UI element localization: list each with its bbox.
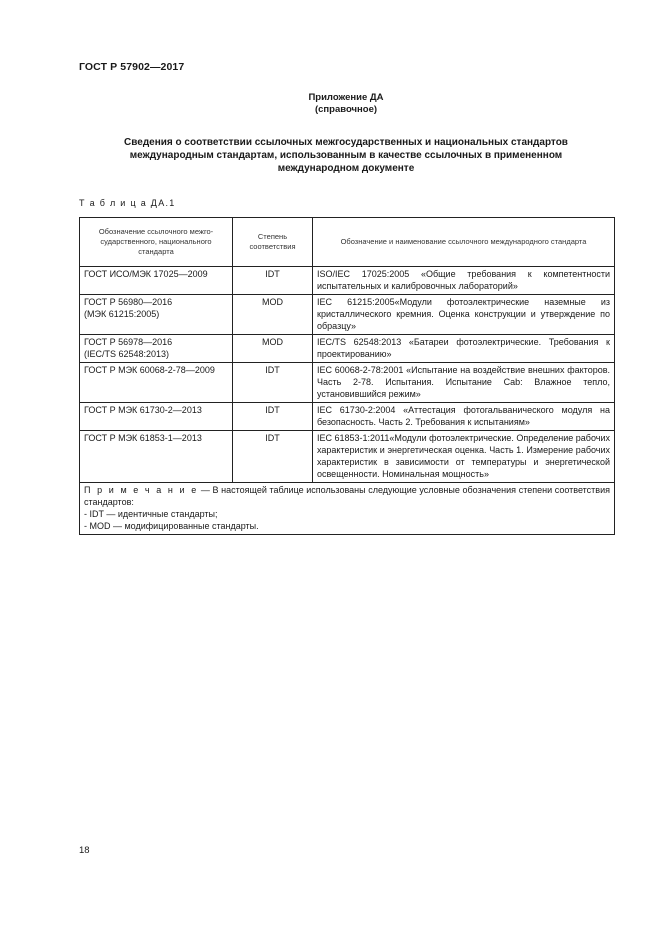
cell-international: IEC 61215:2005«Модули фотоэлектрические наземные из кристаллического кремния. Оценка конструкции и утверждение по образцу» bbox=[313, 295, 615, 335]
cell-international: IEC/TS 62548:2013 «Батареи фотоэлектрические. Требования к проектированию» bbox=[313, 335, 615, 363]
annex-subtitle: (справочное) bbox=[314, 104, 378, 115]
annex-title: Приложение ДА bbox=[308, 92, 384, 103]
cell-national: ГОСТ Р МЭК 61853-1—2013 bbox=[80, 431, 233, 483]
national-code: ГОСТ Р 56980—2016 bbox=[84, 297, 173, 307]
table-note bbox=[80, 483, 615, 535]
cell-international: ISO/IEC 17025:2005 «Общие требования к компетентности испытательных и калибровочных лабораторий» bbox=[313, 267, 615, 295]
header-degree: Степень соответствия bbox=[233, 218, 313, 267]
table-row bbox=[80, 295, 615, 335]
standards-table bbox=[79, 217, 615, 535]
cell-national: ГОСТ Р МЭК 60068-2-78—2009 bbox=[80, 363, 233, 403]
note-item-idt: - IDT — идентичные стандарты; bbox=[84, 509, 218, 519]
table-row bbox=[80, 431, 615, 483]
table-row bbox=[80, 363, 615, 403]
cell-international: IEC 60068-2-78:2001 «Испытание на воздействие внешних факторов. Часть 2-78. Испытания. Испытание Cab: Влажное тепло, установившийся режим» bbox=[313, 363, 615, 403]
national-code: ГОСТ Р 56978—2016 bbox=[84, 337, 173, 347]
cell-degree: MOD bbox=[233, 295, 313, 335]
header-international-standard: Обозначение и наименование ссылочного международного стандарта bbox=[313, 218, 615, 267]
page-number: 18 bbox=[79, 845, 90, 856]
section-title: Сведения о соответствии ссылочных межгосударственных и национальных стандартов международным стандартам, использованным в качестве ссылочных в примененном международном документе bbox=[124, 137, 568, 174]
note-item-mod: - MOD — модифицированные стандарты. bbox=[84, 521, 259, 531]
table-row bbox=[80, 403, 615, 431]
cell-degree: IDT bbox=[233, 363, 313, 403]
note-heading: П р и м е ч а н и е bbox=[84, 485, 199, 495]
national-equivalent: (МЭК 61215:2005) bbox=[84, 309, 160, 319]
cell-international: IEC 61730-2:2004 «Аттестация фотогальванического модуля на безопасность. Часть 2. Требования к испытаниям» bbox=[313, 403, 615, 431]
cell-degree: IDT bbox=[233, 403, 313, 431]
national-equivalent: (IEC/TS 62548:2013) bbox=[84, 349, 170, 359]
annex-heading bbox=[79, 92, 613, 116]
table-note-row bbox=[80, 483, 615, 535]
cell-national bbox=[80, 335, 233, 363]
cell-degree: MOD bbox=[233, 335, 313, 363]
document-code: ГОСТ Р 57902—2017 bbox=[79, 61, 185, 73]
header-national-standard: Обозначение ссылочного межго-сударственного, национального стандарта bbox=[80, 218, 233, 267]
cell-degree: IDT bbox=[233, 431, 313, 483]
table-row bbox=[80, 267, 615, 295]
cell-degree: IDT bbox=[233, 267, 313, 295]
cell-national: ГОСТ Р МЭК 61730-2—2013 bbox=[80, 403, 233, 431]
cell-national: ГОСТ ИСО/МЭК 17025—2009 bbox=[80, 267, 233, 295]
cell-international: IEC 61853-1:2011«Модули фотоэлектрические. Определение рабочих характеристик и энергетическая оценка. Часть 1. Измерение рабочих характеристик в зависимости от температуры и энергетической освещенности. Номинальная мощность» bbox=[313, 431, 615, 483]
note-text: — В настоящей таблице использованы следующие условные обозначения степени соответствия стандартов: bbox=[84, 485, 610, 507]
cell-national bbox=[80, 295, 233, 335]
table-header-row bbox=[80, 218, 615, 267]
table-row bbox=[80, 335, 615, 363]
table-label: Т а б л и ц а ДА.1 bbox=[79, 198, 176, 208]
